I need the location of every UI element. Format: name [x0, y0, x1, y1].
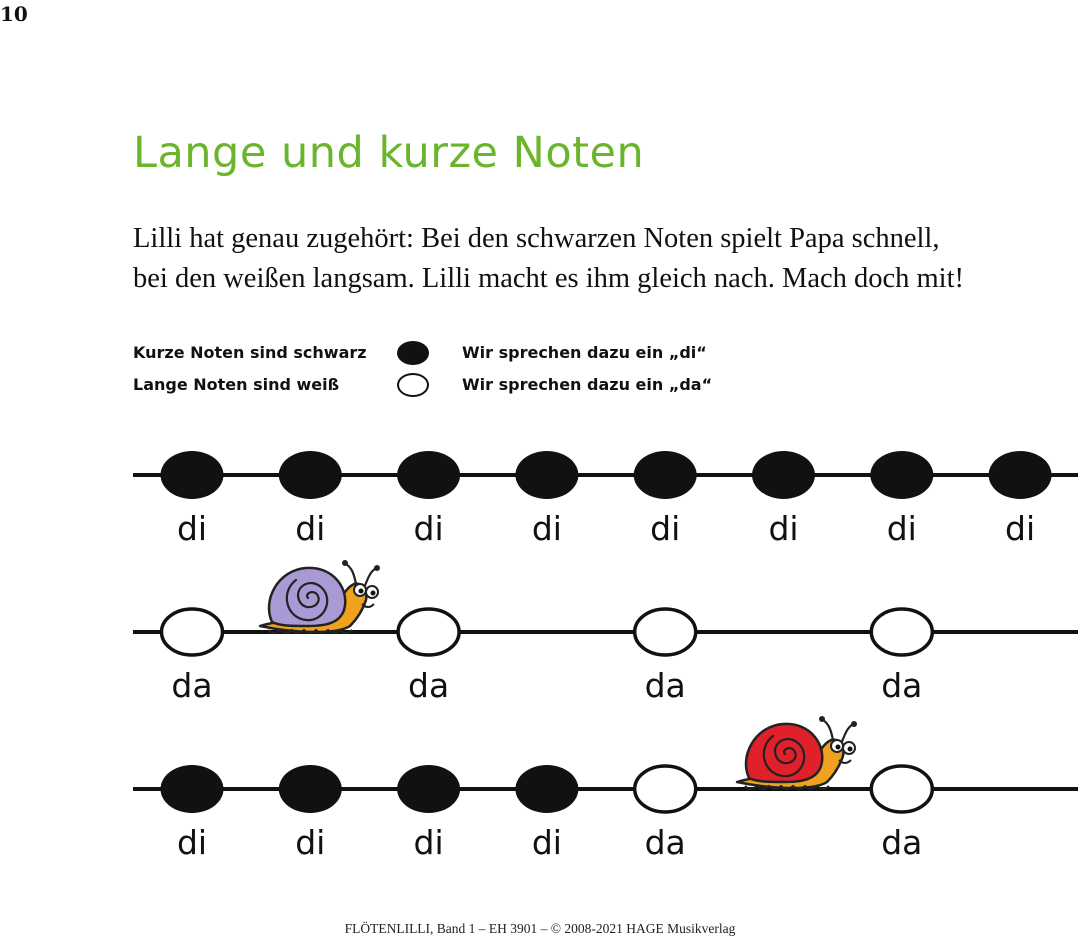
legend-speech-da: Wir sprechen dazu ein „da“ [462, 375, 713, 394]
white-note [635, 766, 696, 812]
syllable-label: da [881, 823, 923, 862]
snail-icon [737, 716, 857, 789]
syllable-label: di [531, 509, 562, 548]
black-note [397, 451, 460, 499]
black-note [161, 765, 224, 813]
syllable-label: di [413, 823, 444, 862]
white-note [871, 609, 932, 655]
syllable-label: di [531, 823, 562, 862]
syllable-label: di [768, 509, 799, 548]
syllable-label: di [295, 509, 326, 548]
black-note [161, 451, 224, 499]
white-note [398, 609, 459, 655]
syllable-label: di [650, 509, 681, 548]
syllable-label: da [644, 823, 686, 862]
legend-label-short: Kurze Noten sind schwarz [133, 343, 367, 362]
black-note [279, 451, 342, 499]
syllable-label: di [413, 509, 444, 548]
syllable-label: da [644, 666, 686, 705]
white-note [635, 609, 696, 655]
black-note [870, 451, 933, 499]
black-note [515, 765, 578, 813]
syllable-label: da [881, 666, 923, 705]
syllable-label: di [176, 509, 208, 548]
syllable-label: da [408, 666, 450, 705]
white-note [162, 609, 223, 655]
syllable-label: di [295, 823, 326, 862]
page-title: Lange und kurze Noten [133, 128, 645, 178]
legend-speech-di: Wir sprechen dazu ein „di“ [462, 343, 707, 362]
black-note [397, 765, 460, 813]
white-note [871, 766, 932, 812]
page-number: 10 [0, 2, 28, 26]
syllable-label: di [1005, 509, 1036, 548]
syllable-label: di [886, 509, 917, 548]
syllable-label: di [176, 823, 208, 862]
legend-label-long: Lange Noten sind weiß [133, 375, 340, 394]
black-note [752, 451, 815, 499]
intro-line: bei den weißen langsam. Lilli macht es ihm gleich nach. Mach doch mit! [133, 263, 965, 294]
black-note [634, 451, 697, 499]
syllable-label: da [171, 666, 213, 705]
black-note [515, 451, 578, 499]
footer-credit: FLÖTENLILLI, Band 1 – EH 3901 – © 2008-2021 HAGE Musikverlag [344, 921, 736, 936]
black-note [279, 765, 342, 813]
snail-icon [260, 560, 380, 633]
intro-line: Lilli hat genau zugehört: Bei den schwarzen Noten spielt Papa schnell, [133, 223, 940, 254]
black-note [989, 451, 1052, 499]
